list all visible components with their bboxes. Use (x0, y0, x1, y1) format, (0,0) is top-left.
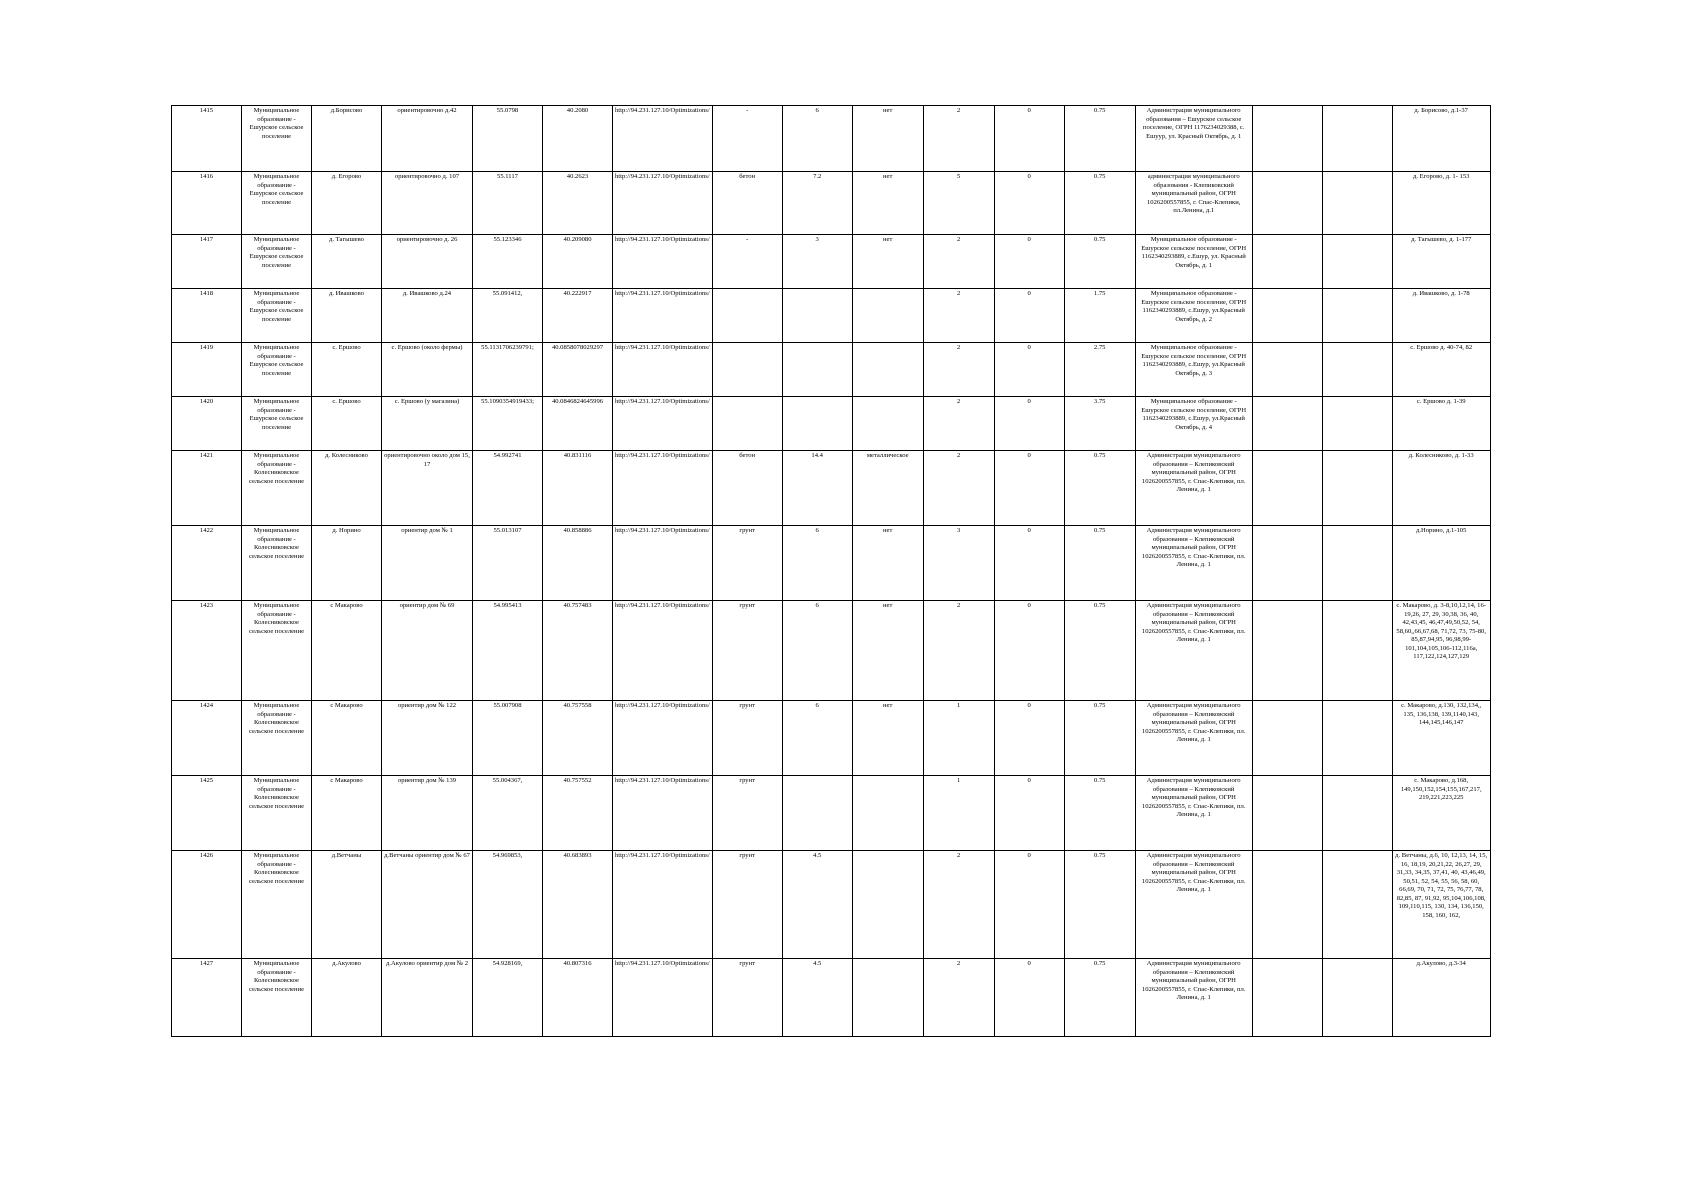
cell-municipality: Муниципальное образование - Колесниковское сельское поселение (242, 601, 312, 701)
cell-served-addresses: с. Ершово д. 1-39 (1392, 397, 1490, 451)
cell-row-number: 1416 (172, 172, 242, 235)
cell-containers: 2 (923, 851, 994, 959)
cell-latitude: 55.1131706239791; (473, 343, 543, 397)
cell-served-addresses: д.Норино, д.1-105 (1392, 526, 1490, 601)
cell-location: ориентир дом № 122 (382, 701, 473, 776)
cell-volume: 0.75 (1064, 172, 1135, 235)
cell-longitude: 40.757483 (543, 601, 613, 701)
cell-row-number: 1426 (172, 851, 242, 959)
cell-area: 14.4 (782, 451, 852, 526)
table-row (172, 701, 1491, 776)
cell-location: д.Акулово ориентир дом № 2 (382, 959, 473, 1037)
cell-fence: металлическое (852, 451, 923, 526)
cell-volume: 0.75 (1064, 776, 1135, 851)
cell-area: 6 (782, 601, 852, 701)
cell-latitude: 54.969853, (473, 851, 543, 959)
table-row (172, 397, 1491, 451)
cell-volume: 1.75 (1064, 289, 1135, 343)
cell-containers: 2 (923, 397, 994, 451)
cell-location: д.Ветчаны ориентир дом № 67 (382, 851, 473, 959)
cell-owner: Администрация муниципального образования – Клепиковский муниципальный район, ОГРН 1026200557855, г. Спас-Клепики, пл. Ленина, д. 1 (1135, 601, 1252, 701)
cell-containers: 5 (923, 172, 994, 235)
cell-owner: Муниципальное образование - Ешурское сельское поселение, ОГРН 1162340293889, с.Ешур, ул.Красный Октябрь, д. 2 (1135, 289, 1252, 343)
cell-fence: нет (852, 172, 923, 235)
cell-served-addresses: с. Макарово, д. 3-8,10,12,14, 16-19,26, 27, 29, 30,38, 36, 40, 42,43,45, 46,47,49,50,52, 54, 58,60,,66,67,68, 71,72, 73, 75-80, 85,87,94,95, 96,98,99-101,104,105,106-112,116а, 117,122,124,127,129 (1392, 601, 1490, 701)
cell-extra-1 (1252, 601, 1322, 701)
cell-containers: 2 (923, 343, 994, 397)
cell-surface (712, 289, 782, 343)
cell-extra-2 (1322, 172, 1392, 235)
cell-settlement: с Макарово (312, 701, 382, 776)
cell-surface: грунт (712, 776, 782, 851)
cell-bunkers: 0 (994, 701, 1064, 776)
cell-bunkers: 0 (994, 776, 1064, 851)
cell-settlement: д. Ивашково (312, 289, 382, 343)
cell-containers: 1 (923, 776, 994, 851)
cell-owner: Администрация муниципального образования – Клепиковский муниципальный район, ОГРН 1026200557855, г. Спас-Клепики, пл. Ленина, д. 1 (1135, 701, 1252, 776)
cell-fence: нет (852, 106, 923, 172)
cell-owner: Муниципальное образование - Ешурское сельское поселение, ОГРН 1162340293889, с.Ешур, ул. Красный Октябрь, д. 1 (1135, 235, 1252, 289)
cell-extra-1 (1252, 343, 1322, 397)
cell-latitude: 55.013107 (473, 526, 543, 601)
cell-settlement: д.Ветчаны (312, 851, 382, 959)
cell-row-number: 1418 (172, 289, 242, 343)
table-row (172, 959, 1491, 1037)
cell-municipality: Муниципальное образование - Колесниковское сельское поселение (242, 851, 312, 959)
cell-extra-1 (1252, 451, 1322, 526)
cell-latitude: 55.004367, (473, 776, 543, 851)
cell-extra-2 (1322, 959, 1392, 1037)
cell-surface: грунт (712, 526, 782, 601)
cell-row-number: 1420 (172, 397, 242, 451)
cell-municipality: Муниципальное образование - Колесниковское сельское поселение (242, 526, 312, 601)
cell-area (782, 397, 852, 451)
cell-served-addresses: д.Акулово, д.3-34 (1392, 959, 1490, 1037)
cell-longitude: 40.757552 (543, 776, 613, 851)
cell-settlement: д. Норино (312, 526, 382, 601)
cell-location: ориентировочно д. 107 (382, 172, 473, 235)
cell-fence (852, 959, 923, 1037)
table-row (172, 343, 1491, 397)
cell-extra-2 (1322, 106, 1392, 172)
cell-location: д. Ивашково д.24 (382, 289, 473, 343)
cell-containers: 2 (923, 235, 994, 289)
cell-extra-1 (1252, 701, 1322, 776)
cell-volume: 0.75 (1064, 106, 1135, 172)
cell-settlement: с Макарово (312, 601, 382, 701)
cell-latitude: 55.091412, (473, 289, 543, 343)
cell-extra-1 (1252, 106, 1322, 172)
cell-containers: 2 (923, 289, 994, 343)
cell-longitude: 40.831116 (543, 451, 613, 526)
cell-map-link[interactable]: http://94.231.127.10/Optimizations/ (613, 601, 713, 701)
cell-municipality: Муниципальное образование - Ешурское сельское поселение (242, 172, 312, 235)
cell-extra-2 (1322, 289, 1392, 343)
cell-extra-2 (1322, 397, 1392, 451)
cell-containers: 2 (923, 106, 994, 172)
cell-row-number: 1419 (172, 343, 242, 397)
cell-latitude: 54.992741 (473, 451, 543, 526)
cell-extra-1 (1252, 776, 1322, 851)
cell-containers: 1 (923, 701, 994, 776)
cell-volume: 0.75 (1064, 601, 1135, 701)
cell-surface: грунт (712, 959, 782, 1037)
cell-surface: бетон (712, 451, 782, 526)
cell-map-link[interactable]: http://94.231.127.10/Optimizations/ (613, 451, 713, 526)
cell-longitude: 40.2080 (543, 106, 613, 172)
cell-latitude: 55.1117 (473, 172, 543, 235)
cell-bunkers: 0 (994, 289, 1064, 343)
table-row (172, 106, 1491, 172)
cell-area: 6 (782, 526, 852, 601)
cell-extra-2 (1322, 776, 1392, 851)
cell-latitude: 55.123346 (473, 235, 543, 289)
cell-bunkers: 0 (994, 526, 1064, 601)
cell-extra-1 (1252, 851, 1322, 959)
cell-municipality: Муниципальное образование - Ешурское сельское поселение (242, 397, 312, 451)
cell-volume: 3.75 (1064, 397, 1135, 451)
cell-area: 4.5 (782, 959, 852, 1037)
cell-location: ориентировочно около дом 15, 17 (382, 451, 473, 526)
cell-containers: 2 (923, 601, 994, 701)
cell-extra-2 (1322, 851, 1392, 959)
cell-bunkers: 0 (994, 451, 1064, 526)
cell-owner: Администрация муниципального образования – Клепиковский муниципальный район, ОГРН 1026200557855, г. Спас-Клепики, пл. Ленина, д. 1 (1135, 851, 1252, 959)
cell-map-link[interactable]: http://94.231.127.10/Optimizations/ (613, 776, 713, 851)
cell-location: ориентировочно д. 26 (382, 235, 473, 289)
cell-bunkers: 0 (994, 851, 1064, 959)
cell-volume: 0.75 (1064, 959, 1135, 1037)
cell-area (782, 776, 852, 851)
cell-latitude: 55.007908 (473, 701, 543, 776)
cell-municipality: Муниципальное образование - Колесниковское сельское поселение (242, 959, 312, 1037)
cell-area: 3 (782, 235, 852, 289)
cell-extra-1 (1252, 289, 1322, 343)
cell-fence (852, 776, 923, 851)
cell-longitude: 40.209080 (543, 235, 613, 289)
cell-municipality: Муниципальное образование - Ешурское сельское поселение (242, 235, 312, 289)
cell-owner: администрация муниципального образования - Клепиковский муниципальный район, ОГРН 1026200557855, г. Спас-Клепики, пл.Ленина, д.1 (1135, 172, 1252, 235)
cell-extra-2 (1322, 235, 1392, 289)
cell-area: 4.5 (782, 851, 852, 959)
cell-longitude: 40.858886 (543, 526, 613, 601)
cell-served-addresses: д. Колесниково, д. 1-33 (1392, 451, 1490, 526)
cell-served-addresses: д. Ветчаны, д.6, 10, 12,13, 14, 15, 16, 18,19, 20,21,22, 26,27, 29, 31,33, 34,35, 37,41, 40, 43,46,49, 50,51, 52, 54, 55, 56, 58, 60, 66,69, 70, 71, 72, 75, 76,77, 78, 82,85, 87, 91,92, 95,104,106,108, 109,110,115, 130, 134, 136,150, 158, 160, 162, (1392, 851, 1490, 959)
cell-map-link[interactable]: http://94.231.127.10/Optimizations/ (613, 701, 713, 776)
cell-municipality: Муниципальное образование - Ешурское сельское поселение (242, 289, 312, 343)
cell-owner: Администрация муниципального образования – Ешурское сельское поселение, ОГРН 1176234029388, с. Ешуур, ул. Красный Октябрь, д. 1 (1135, 106, 1252, 172)
cell-fence (852, 343, 923, 397)
cell-map-link[interactable]: http://94.231.127.10/Optimizations/ (613, 289, 713, 343)
cell-municipality: Муниципальное образование - Колесниковское сельское поселение (242, 701, 312, 776)
cell-volume: 0.75 (1064, 701, 1135, 776)
cell-longitude: 40.0858078029297 (543, 343, 613, 397)
cell-fence: нет (852, 601, 923, 701)
cell-area (782, 343, 852, 397)
cell-longitude: 40.683893 (543, 851, 613, 959)
table-row (172, 235, 1491, 289)
cell-fence: нет (852, 701, 923, 776)
cell-map-link[interactable]: http://94.231.127.10/Optimizations/ (613, 235, 713, 289)
cell-row-number: 1415 (172, 106, 242, 172)
cell-served-addresses: д. Егорово, д. 1- 153 (1392, 172, 1490, 235)
table-row (172, 851, 1491, 959)
cell-surface: - (712, 106, 782, 172)
cell-settlement: с. Ершово (312, 397, 382, 451)
cell-bunkers: 0 (994, 959, 1064, 1037)
cell-served-addresses: с. Макарово, д.130, 132,134,, 135, 136,138, 139,1140,143, 144,145,146,147 (1392, 701, 1490, 776)
cell-location: с. Ершово (около фермы) (382, 343, 473, 397)
cell-location: ориентир дом № 69 (382, 601, 473, 701)
cell-latitude: 55.0798 (473, 106, 543, 172)
cell-surface: грунт (712, 851, 782, 959)
cell-extra-1 (1252, 959, 1322, 1037)
cell-extra-2 (1322, 526, 1392, 601)
cell-map-link[interactable]: http://94.231.127.10/Optimizations/ (613, 106, 713, 172)
cell-fence: нет (852, 526, 923, 601)
cell-map-link[interactable]: http://94.231.127.10/Optimizations/ (613, 851, 713, 959)
cell-served-addresses: д. Борисово, д.1-37 (1392, 106, 1490, 172)
cell-extra-1 (1252, 526, 1322, 601)
cell-settlement: д.Акулово (312, 959, 382, 1037)
cell-settlement: д. Колесниково (312, 451, 382, 526)
cell-location: ориентировочно д.42 (382, 106, 473, 172)
cell-area: 6 (782, 701, 852, 776)
cell-bunkers: 0 (994, 235, 1064, 289)
cell-row-number: 1421 (172, 451, 242, 526)
cell-surface: бетон (712, 172, 782, 235)
cell-location: ориентир дом № 1 (382, 526, 473, 601)
table-row (172, 451, 1491, 526)
cell-volume: 0.75 (1064, 235, 1135, 289)
cell-latitude: 54.928169, (473, 959, 543, 1037)
cell-volume: 0.75 (1064, 851, 1135, 959)
cell-fence (852, 397, 923, 451)
cell-map-link[interactable]: http://94.231.127.10/Optimizations/ (613, 172, 713, 235)
cell-map-link[interactable]: http://94.231.127.10/Optimizations/ (613, 526, 713, 601)
cell-latitude: 55.1090354919433; (473, 397, 543, 451)
cell-extra-1 (1252, 397, 1322, 451)
cell-volume: 0.75 (1064, 526, 1135, 601)
cell-fence (852, 851, 923, 959)
cell-extra-2 (1322, 701, 1392, 776)
cell-owner: Администрация муниципального образования – Клепиковский муниципальный район, ОГРН 1026200557855, г. Спас-Клепики, пл. Ленина, д. 1 (1135, 451, 1252, 526)
cell-municipality: Муниципальное образование - Ешурское сельское поселение (242, 343, 312, 397)
cell-area (782, 289, 852, 343)
cell-row-number: 1427 (172, 959, 242, 1037)
cell-volume: 0.75 (1064, 451, 1135, 526)
cell-served-addresses: с. Ершово д. 40-74, 82 (1392, 343, 1490, 397)
cell-surface: грунт (712, 601, 782, 701)
cell-extra-1 (1252, 172, 1322, 235)
cell-surface: грунт (712, 701, 782, 776)
cell-fence (852, 289, 923, 343)
table-row (172, 776, 1491, 851)
cell-row-number: 1424 (172, 701, 242, 776)
cell-longitude: 40.757558 (543, 701, 613, 776)
cell-surface (712, 343, 782, 397)
cell-map-link[interactable]: http://94.231.127.10/Optimizations/ (613, 959, 713, 1037)
cell-surface (712, 397, 782, 451)
cell-owner: Муниципальное образование - Ешурское сельское поселение, ОГРН 1162340293889, с.Ешур, ул.Красный Октябрь, д. 3 (1135, 343, 1252, 397)
cell-served-addresses: д. Тагышево, д. 1-177 (1392, 235, 1490, 289)
cell-settlement: д. Егорово (312, 172, 382, 235)
cell-bunkers: 0 (994, 172, 1064, 235)
cell-owner: Администрация муниципального образования – Клепиковский муниципальный район, ОГРН 1026200557855, г. Спас-Клепики, пл. Ленина, д. 1 (1135, 526, 1252, 601)
cell-longitude: 40.807316 (543, 959, 613, 1037)
cell-bunkers: 0 (994, 343, 1064, 397)
cell-served-addresses: с. Макарово, д.168, 149,150,152,154,155,167,217, 219,221,223,225 (1392, 776, 1490, 851)
cell-settlement: д.Борисово (312, 106, 382, 172)
cell-extra-2 (1322, 343, 1392, 397)
cell-containers: 2 (923, 451, 994, 526)
cell-containers: 2 (923, 959, 994, 1037)
table-row (172, 526, 1491, 601)
cell-row-number: 1425 (172, 776, 242, 851)
cell-served-addresses: д. Ивашково, д. 1-78 (1392, 289, 1490, 343)
cell-location: ориентир дом № 139 (382, 776, 473, 851)
table-row (172, 289, 1491, 343)
cell-extra-2 (1322, 451, 1392, 526)
cell-volume: 2.75 (1064, 343, 1135, 397)
cell-location: с. Ершово (у магазина) (382, 397, 473, 451)
cell-extra-1 (1252, 235, 1322, 289)
cell-owner: Администрация муниципального образования – Клепиковский муниципальный район, ОГРН 1026200557855, г. Спас-Клепики, пл. Ленина, д. 1 (1135, 959, 1252, 1037)
cell-area: 6 (782, 106, 852, 172)
cell-municipality: Муниципальное образование - Ешурское сельское поселение (242, 106, 312, 172)
cell-bunkers: 0 (994, 106, 1064, 172)
cell-municipality: Муниципальное образование - Колесниковское сельское поселение (242, 451, 312, 526)
cell-settlement: с Макарово (312, 776, 382, 851)
table-row (172, 601, 1491, 701)
cell-municipality: Муниципальное образование - Колесниковское сельское поселение (242, 776, 312, 851)
cell-row-number: 1417 (172, 235, 242, 289)
table-row (172, 172, 1491, 235)
cell-containers: 3 (923, 526, 994, 601)
cell-map-link[interactable]: http://94.231.127.10/Optimizations/ (613, 397, 713, 451)
cell-settlement: с. Ершово (312, 343, 382, 397)
cell-fence: нет (852, 235, 923, 289)
cell-longitude: 40.222917 (543, 289, 613, 343)
cell-bunkers: 0 (994, 601, 1064, 701)
cell-settlement: д. Тагышево (312, 235, 382, 289)
cell-owner: Муниципальное образование - Ешурское сельское поселение, ОГРН 1162340293889, с.Ешур, ул.Красный Октябрь, д. 4 (1135, 397, 1252, 451)
cell-latitude: 54.995413 (473, 601, 543, 701)
cell-longitude: 40.2623 (543, 172, 613, 235)
cell-row-number: 1423 (172, 601, 242, 701)
cell-row-number: 1422 (172, 526, 242, 601)
cell-map-link[interactable]: http://94.231.127.10/Optimizations/ (613, 343, 713, 397)
cell-extra-2 (1322, 601, 1392, 701)
cell-surface: - (712, 235, 782, 289)
cell-longitude: 40.0846824645996 (543, 397, 613, 451)
cell-bunkers: 0 (994, 397, 1064, 451)
register-table (171, 105, 1491, 1037)
cell-owner: Администрация муниципального образования – Клепиковский муниципальный район, ОГРН 1026200557855, г. Спас-Клепики, пл. Ленина, д. 1 (1135, 776, 1252, 851)
cell-area: 7.2 (782, 172, 852, 235)
